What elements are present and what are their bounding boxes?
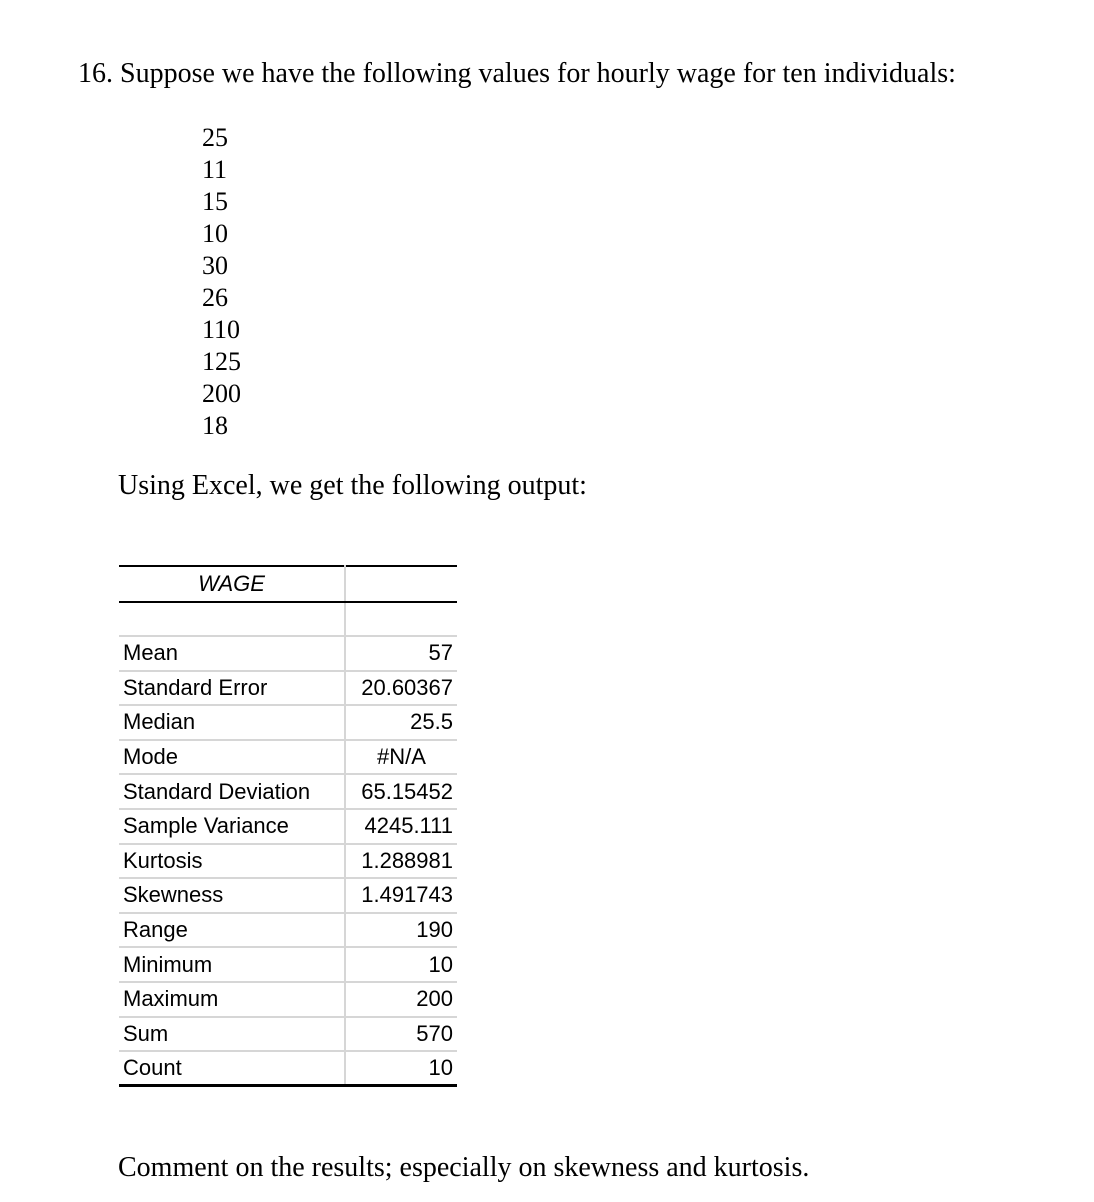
- excel-intro-text: Using Excel, we get the following output:: [118, 470, 587, 501]
- table-row: [119, 809, 457, 844]
- table-row: [119, 947, 457, 982]
- stat-value-standard-error: 20.60367: [345, 671, 457, 706]
- wage-value: 15: [202, 187, 228, 216]
- stat-value-mean: 57: [345, 636, 457, 671]
- table-header-wage: WAGE: [119, 566, 345, 602]
- stat-label-maximum: Maximum: [119, 982, 345, 1017]
- stat-value-mode: #N/A: [345, 740, 457, 775]
- wage-value: 18: [202, 411, 228, 440]
- wage-value: 110: [202, 315, 241, 344]
- stat-label-minimum: Minimum: [119, 947, 345, 982]
- stat-value-sum: 570: [345, 1017, 457, 1052]
- stat-label-median: Median: [119, 705, 345, 740]
- wage-value: 125: [202, 347, 241, 376]
- wage-values-list: [202, 122, 241, 442]
- stat-label-skewness: Skewness: [119, 878, 345, 913]
- stat-label-sample-variance: Sample Variance: [119, 809, 345, 844]
- wage-value: 30: [202, 251, 228, 280]
- wage-value: 25: [202, 123, 228, 152]
- stat-value-skewness: 1.491743: [345, 878, 457, 913]
- wage-value: 11: [202, 155, 228, 184]
- table-blank-row: [119, 602, 457, 636]
- stat-label-standard-error: Standard Error: [119, 671, 345, 706]
- stat-value-maximum: 200: [345, 982, 457, 1017]
- stat-value-median: 25.5: [345, 705, 457, 740]
- descriptive-stats-table: [119, 565, 457, 1087]
- table-header-blank: [345, 566, 457, 602]
- table-row: [119, 913, 457, 948]
- stat-label-sum: Sum: [119, 1017, 345, 1052]
- stat-value-sample-variance: 4245.111: [345, 809, 457, 844]
- stat-label-count: Count: [119, 1051, 345, 1086]
- table-row: [119, 982, 457, 1017]
- stat-label-mode: Mode: [119, 740, 345, 775]
- stat-label-standard-deviation: Standard Deviation: [119, 774, 345, 809]
- stat-value-minimum: 10: [345, 947, 457, 982]
- table-row: [119, 740, 457, 775]
- table-row: [119, 1051, 457, 1086]
- table-row: [119, 636, 457, 671]
- closing-prompt-text: Comment on the results; especially on skewness and kurtosis.: [118, 1152, 810, 1183]
- table-header-row: [119, 566, 457, 602]
- question-text: 16. Suppose we have the following values for hourly wage for ten individuals:: [78, 58, 956, 89]
- table-row: [119, 774, 457, 809]
- stat-label-kurtosis: Kurtosis: [119, 844, 345, 879]
- table-row: [119, 705, 457, 740]
- table-row: [119, 844, 457, 879]
- wage-value: 10: [202, 219, 228, 248]
- wage-value: 200: [202, 379, 241, 408]
- stat-label-mean: Mean: [119, 636, 345, 671]
- table-row: [119, 878, 457, 913]
- stat-label-range: Range: [119, 913, 345, 948]
- stat-value-range: 190: [345, 913, 457, 948]
- table-row: [119, 671, 457, 706]
- stat-value-kurtosis: 1.288981: [345, 844, 457, 879]
- table-row: [119, 1017, 457, 1052]
- wage-value: 26: [202, 283, 228, 312]
- stat-value-count: 10: [345, 1051, 457, 1086]
- stat-value-standard-deviation: 65.15452: [345, 774, 457, 809]
